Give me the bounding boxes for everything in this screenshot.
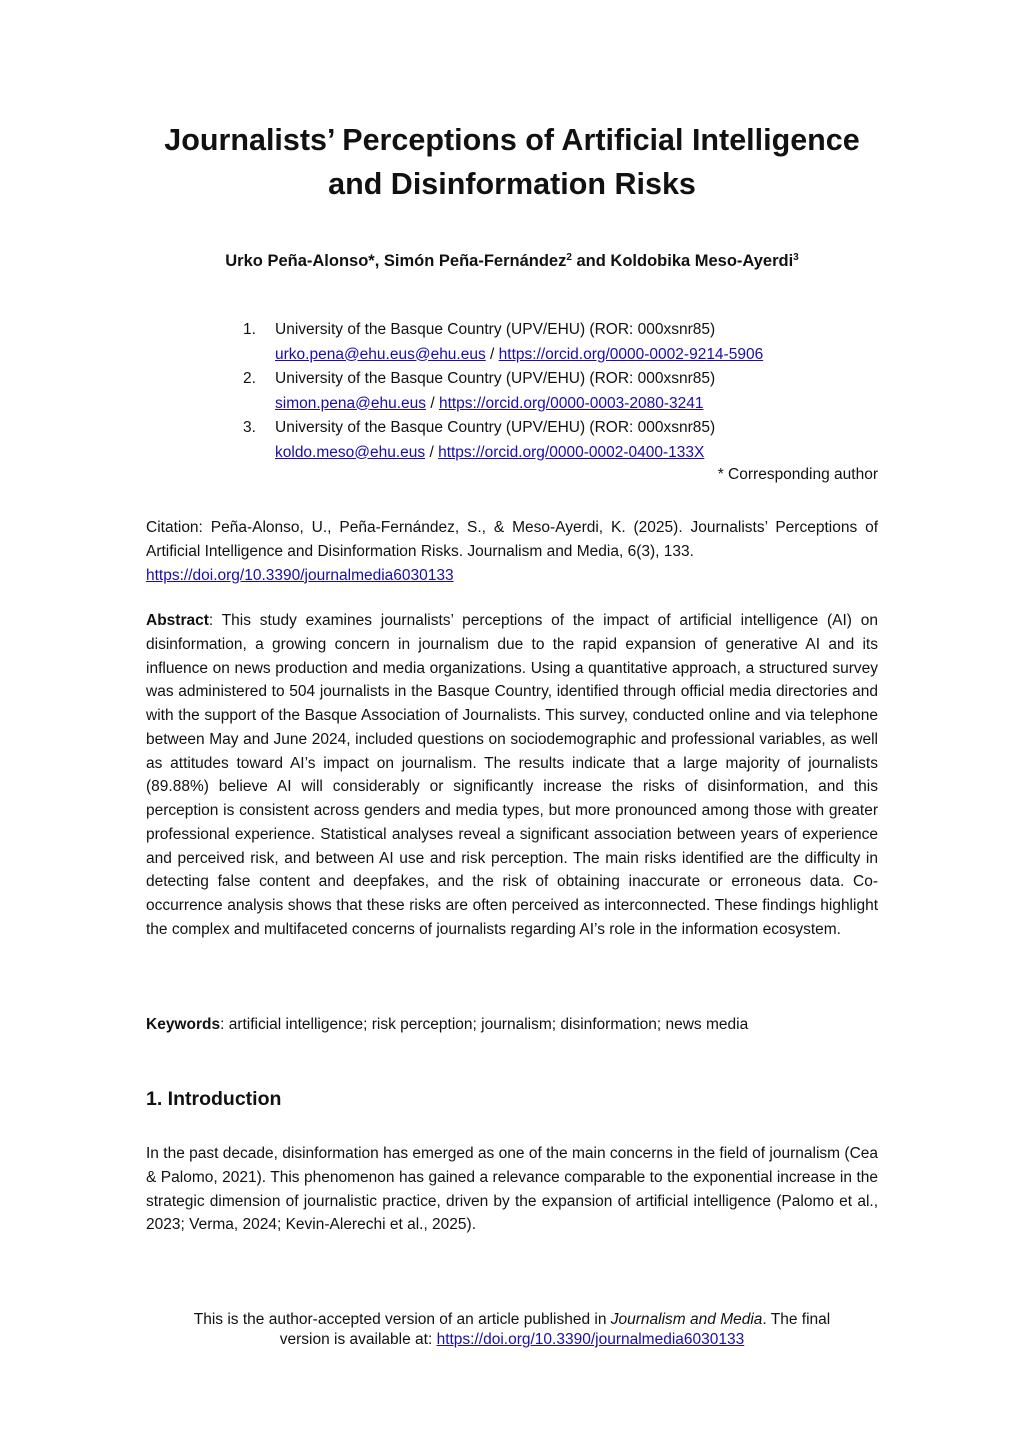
author-3-affiliation: 3 [793,252,799,263]
author-separator: and [571,252,611,270]
footer-doi-link[interactable]: https://doi.org/10.3390/journalmedia6030133 [436,1331,745,1348]
link-separator: / [485,345,499,363]
keywords-text: : artificial intelligence; risk perception; journalism; disinformation; news media [220,1016,749,1033]
affiliation-institution: University of the Basque Country (UPV/EHU) (ROR: 000xsnr85) [275,370,716,387]
footer-text: This is the author-accepted version of an article published in [193,1311,611,1328]
footer-version-text: version is available at: [279,1331,437,1348]
keywords-block [146,1013,878,1037]
affiliation-institution: University of the Basque Country (UPV/EHU) (ROR: 000xsnr85) [275,419,716,436]
section-heading-introduction: 1. Introduction [146,1088,282,1110]
affiliation-item [243,367,883,416]
corresponding-author-note: * Corresponding author [717,466,878,483]
citation-block [146,516,878,587]
orcid-link[interactable]: https://orcid.org/0000-0002-0400-133X [438,443,705,461]
orcid-link[interactable]: https://orcid.org/0000-0002-9214-5906 [498,345,764,363]
affiliation-item [243,318,883,367]
orcid-link[interactable]: https://orcid.org/0000-0003-2080-3241 [438,394,704,412]
citation-doi-link[interactable]: https://doi.org/10.3390/journalmedia6030133 [146,566,454,584]
footer-journal-name: Journalism and Media [610,1311,763,1328]
abstract-block [146,609,878,942]
citation-text: Citation: Peña-Alonso, U., Peña-Fernández, S., & Meso-Ayerdi, K. (2025). Journalists’ Perceptions of Artificial Intelligence and Disinformation Risks. Journalism and Media, 6(3), 133. [146,519,878,560]
author-1: Urko Peña-Alonso*, [225,252,384,270]
footer-text-end: . The final [762,1311,831,1328]
author-email-link[interactable]: urko.pena@ehu.eus@ehu.eus [275,345,486,363]
abstract-text: : This study examines journalists’ perceptions of the impact of artificial intelligence (AI) on disinformation, a growing concern in journalism due to the rapid expansion of generative AI and its influence on news production and media organizations. Using a quantitative approach, a structured survey was administered to 504 journalists in the Basque Country, identified through official media directories and with the support of the Basque Association of Journalists. This survey, conducted online and via telephone between May and June 2024, included questions on sociodemographic and professional variables, as well as attitudes toward AI’s impact on journalism. The results indicate that a large majority of journalists (89.88%) believe AI will considerably or significantly increase the risks of disinformation, and this perception is consistent across genders and media types, but more pronounced among those with greater professional experience. Statistical analyses reveal a significant association between years of experience and perceived risk, and between AI use and risk perception. The main risks identified are the difficulty in detecting false content and deepfakes, and the risk of obtaining inaccurate or erroneous data. Co-occurrence analysis shows that these risks are often perceived as interconnected. These findings highlight the complex and multifaceted concerns of journalists regarding AI’s role in the information ecosystem. [146,612,878,938]
affiliation-number: 1. [243,321,256,338]
author-3: Koldobika Meso-Ayerdi [610,252,794,270]
title-line-1: Journalists’ Perceptions of Artificial Intelligence [164,123,860,157]
author-2-affiliation: 2 [566,252,572,263]
author-email-link[interactable]: simon.pena@ehu.eus [275,394,427,412]
link-separator: / [425,443,439,461]
author-email-link[interactable]: koldo.meso@ehu.eus [275,443,426,461]
introduction-paragraph: In the past decade, disinformation has emerged as one of the main concerns in the field of journalism (Cea & Palomo, 2021). This phenomenon has gained a relevance comparable to the exponential increase in the strategic dimension of journalistic practice, driven by the expansion of artificial intelligence (Palomo et al., 2023; Verma, 2024; Kevin-Alerechi et al., 2025). [146,1145,878,1234]
affiliation-number: 2. [243,370,256,387]
affiliation-item [243,416,883,465]
author-2: Simón Peña-Fernández [383,252,567,270]
affiliation-number: 3. [243,419,256,436]
page-footer-note [112,1310,912,1350]
link-separator: / [426,394,439,412]
paper-title [112,118,912,206]
abstract-label: Abstract [146,612,209,629]
keywords-label: Keywords [146,1016,221,1033]
title-line-2: and Disinformation Risks [328,167,696,201]
affiliation-institution: University of the Basque Country (UPV/EHU) (ROR: 000xsnr85) [275,321,716,338]
affiliation-list [243,318,883,465]
author-list [112,249,912,273]
